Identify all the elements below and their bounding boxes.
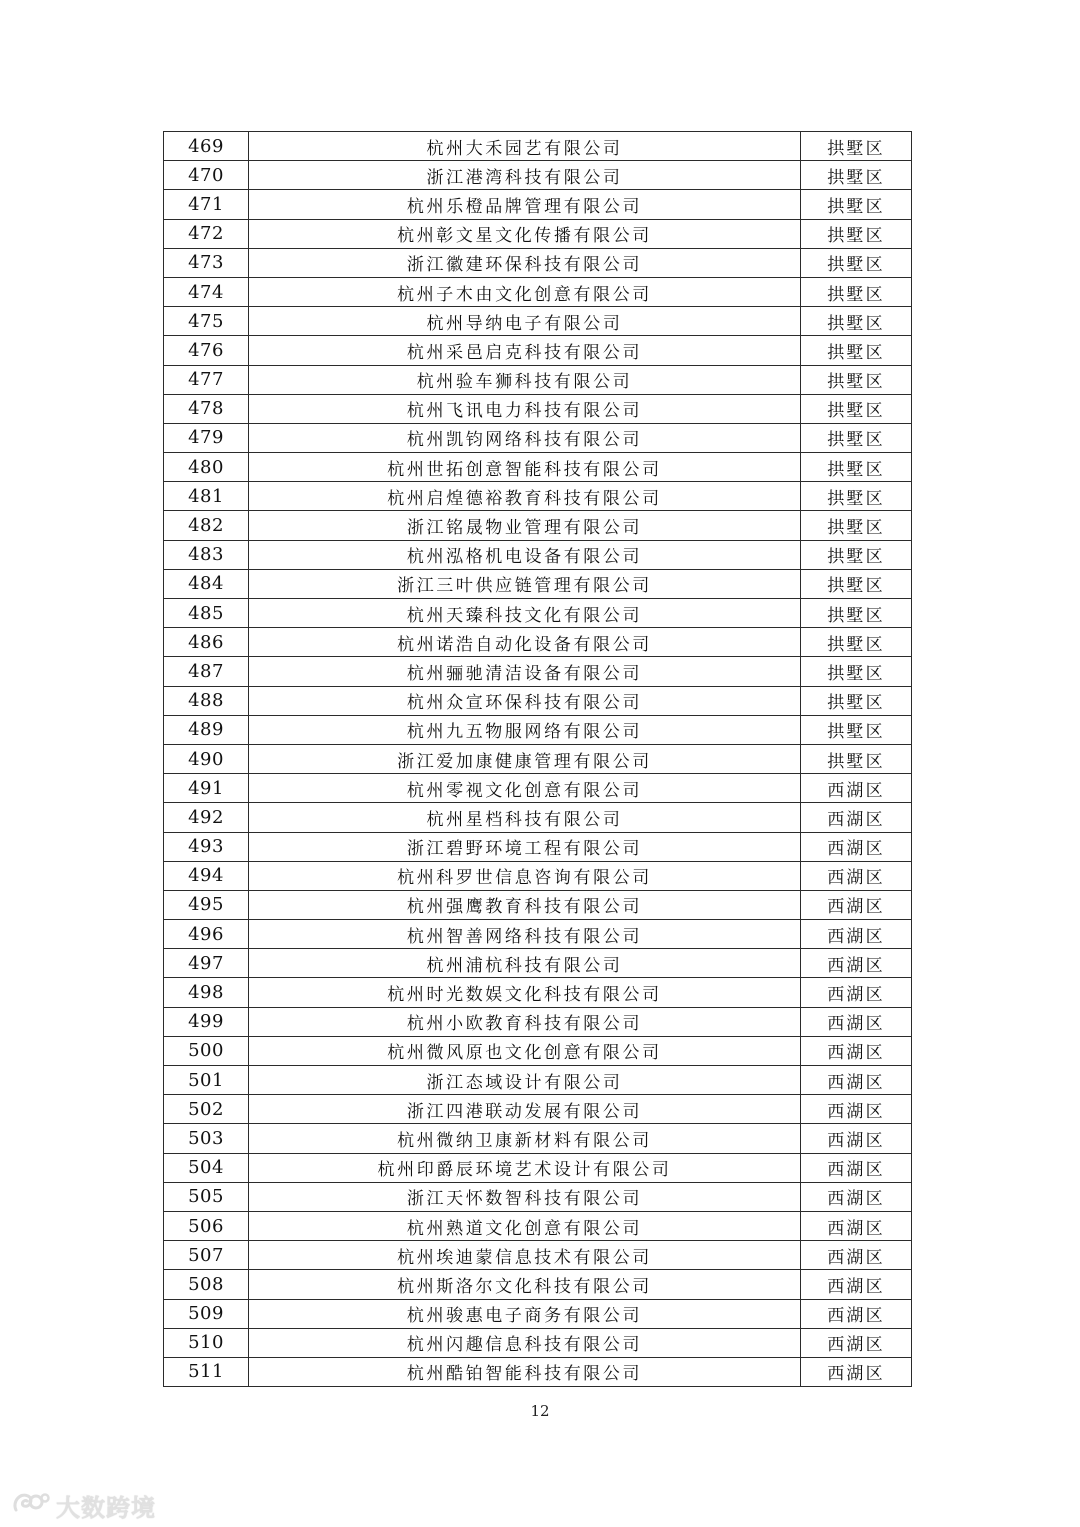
company-name-cell: 杭州闪趣信息科技有限公司 [249, 1328, 801, 1357]
company-name-cell: 杭州小欧教育科技有限公司 [249, 1007, 801, 1036]
row-number-cell: 473 [164, 248, 249, 277]
row-number-cell: 484 [164, 569, 249, 598]
company-name-cell: 杭州启煌德裕教育科技有限公司 [249, 482, 801, 511]
table-row [164, 190, 912, 219]
district-cell: 西湖区 [801, 1241, 912, 1270]
row-number-cell: 500 [164, 1036, 249, 1065]
district-cell: 西湖区 [801, 1182, 912, 1211]
company-name-cell: 杭州骏惠电子商务有限公司 [249, 1299, 801, 1328]
company-name-cell: 杭州科罗世信息咨询有限公司 [249, 861, 801, 890]
watermark-text: 大数跨境 [56, 1493, 156, 1522]
table-row [164, 1328, 912, 1357]
district-cell: 拱墅区 [801, 569, 912, 598]
row-number-cell: 505 [164, 1182, 249, 1211]
company-name-cell: 浙江四港联动发展有限公司 [249, 1095, 801, 1124]
row-number-cell: 504 [164, 1153, 249, 1182]
row-number-cell: 510 [164, 1328, 249, 1357]
company-name-cell: 杭州飞讯电力科技有限公司 [249, 394, 801, 423]
company-name-cell: 杭州诺浩自动化设备有限公司 [249, 628, 801, 657]
row-number-cell: 503 [164, 1124, 249, 1153]
table-row [164, 744, 912, 773]
table-row [164, 920, 912, 949]
district-cell: 西湖区 [801, 1066, 912, 1095]
company-name-cell: 杭州采邑启克科技有限公司 [249, 336, 801, 365]
row-number-cell: 492 [164, 803, 249, 832]
district-cell: 拱墅区 [801, 657, 912, 686]
company-name-cell: 杭州微纳卫康新材料有限公司 [249, 1124, 801, 1153]
table-row [164, 1066, 912, 1095]
table-row [164, 1095, 912, 1124]
company-name-cell: 杭州时光数娱文化科技有限公司 [249, 978, 801, 1007]
district-cell: 拱墅区 [801, 394, 912, 423]
company-list-table [163, 131, 912, 1387]
company-name-cell: 浙江态域设计有限公司 [249, 1066, 801, 1095]
row-number-cell: 479 [164, 423, 249, 452]
district-cell: 西湖区 [801, 1299, 912, 1328]
row-number-cell: 490 [164, 744, 249, 773]
row-number-cell: 477 [164, 365, 249, 394]
row-number-cell: 481 [164, 482, 249, 511]
company-name-cell: 杭州凯钧网络科技有限公司 [249, 423, 801, 452]
row-number-cell: 476 [164, 336, 249, 365]
row-number-cell: 496 [164, 920, 249, 949]
row-number-cell: 509 [164, 1299, 249, 1328]
district-cell: 西湖区 [801, 1357, 912, 1386]
row-number-cell: 474 [164, 277, 249, 306]
company-name-cell: 杭州斯洛尔文化科技有限公司 [249, 1270, 801, 1299]
company-name-cell: 杭州乐橙品牌管理有限公司 [249, 190, 801, 219]
company-name-cell: 浙江徽建环保科技有限公司 [249, 248, 801, 277]
company-name-cell: 浙江三叶供应链管理有限公司 [249, 569, 801, 598]
district-cell: 拱墅区 [801, 190, 912, 219]
district-cell: 拱墅区 [801, 365, 912, 394]
district-cell: 拱墅区 [801, 336, 912, 365]
row-number-cell: 482 [164, 511, 249, 540]
table-row [164, 511, 912, 540]
district-cell: 拱墅区 [801, 161, 912, 190]
table-row [164, 277, 912, 306]
company-name-cell: 杭州酷铂智能科技有限公司 [249, 1357, 801, 1386]
table-row [164, 978, 912, 1007]
company-name-cell: 杭州印爵辰环境艺术设计有限公司 [249, 1153, 801, 1182]
row-number-cell: 497 [164, 949, 249, 978]
table-row [164, 1124, 912, 1153]
watermark [10, 1488, 156, 1522]
district-cell: 西湖区 [801, 920, 912, 949]
company-name-cell: 杭州微风原也文化创意有限公司 [249, 1036, 801, 1065]
table-row [164, 394, 912, 423]
table-row [164, 453, 912, 482]
table-row [164, 890, 912, 919]
company-name-cell: 浙江爱加康健康管理有限公司 [249, 744, 801, 773]
district-cell: 拱墅区 [801, 277, 912, 306]
district-cell: 拱墅区 [801, 132, 912, 161]
company-name-cell: 浙江港湾科技有限公司 [249, 161, 801, 190]
district-cell: 拱墅区 [801, 307, 912, 336]
district-cell: 拱墅区 [801, 686, 912, 715]
row-number-cell: 495 [164, 890, 249, 919]
row-number-cell: 470 [164, 161, 249, 190]
table-row [164, 336, 912, 365]
district-cell: 西湖区 [801, 1007, 912, 1036]
district-cell: 拱墅区 [801, 744, 912, 773]
company-name-cell: 杭州浦杭科技有限公司 [249, 949, 801, 978]
district-cell: 拱墅区 [801, 599, 912, 628]
table-row [164, 219, 912, 248]
table-row [164, 569, 912, 598]
row-number-cell: 472 [164, 219, 249, 248]
table-body [164, 132, 912, 1387]
table-row [164, 774, 912, 803]
district-cell: 拱墅区 [801, 482, 912, 511]
row-number-cell: 491 [164, 774, 249, 803]
row-number-cell: 499 [164, 1007, 249, 1036]
company-name-cell: 杭州众宣环保科技有限公司 [249, 686, 801, 715]
district-cell: 西湖区 [801, 949, 912, 978]
company-name-cell: 浙江铭晟物业管理有限公司 [249, 511, 801, 540]
district-cell: 西湖区 [801, 774, 912, 803]
table-row [164, 132, 912, 161]
company-name-cell: 杭州世拓创意智能科技有限公司 [249, 453, 801, 482]
table-row [164, 599, 912, 628]
row-number-cell: 488 [164, 686, 249, 715]
company-name-cell: 杭州验车狮科技有限公司 [249, 365, 801, 394]
district-cell: 拱墅区 [801, 540, 912, 569]
row-number-cell: 469 [164, 132, 249, 161]
table-row [164, 1036, 912, 1065]
table-row [164, 949, 912, 978]
company-name-cell: 杭州导纳电子有限公司 [249, 307, 801, 336]
row-number-cell: 493 [164, 832, 249, 861]
company-name-cell: 杭州骊驰清洁设备有限公司 [249, 657, 801, 686]
row-number-cell: 480 [164, 453, 249, 482]
table-row [164, 832, 912, 861]
district-cell: 拱墅区 [801, 423, 912, 452]
company-name-cell: 杭州埃迪蒙信息技术有限公司 [249, 1241, 801, 1270]
page-number: 12 [530, 1402, 550, 1420]
row-number-cell: 508 [164, 1270, 249, 1299]
district-cell: 西湖区 [801, 803, 912, 832]
row-number-cell: 475 [164, 307, 249, 336]
company-name-cell: 杭州九五物服网络有限公司 [249, 715, 801, 744]
company-name-cell: 浙江碧野环境工程有限公司 [249, 832, 801, 861]
row-number-cell: 478 [164, 394, 249, 423]
table-row [164, 657, 912, 686]
district-cell: 西湖区 [801, 1124, 912, 1153]
table-row [164, 1182, 912, 1211]
district-cell: 拱墅区 [801, 248, 912, 277]
row-number-cell: 486 [164, 628, 249, 657]
district-cell: 西湖区 [801, 890, 912, 919]
row-number-cell: 498 [164, 978, 249, 1007]
table-row [164, 1007, 912, 1036]
table-row [164, 307, 912, 336]
table-row [164, 803, 912, 832]
table-row [164, 161, 912, 190]
table-row [164, 1357, 912, 1386]
table-row [164, 423, 912, 452]
table-row [164, 482, 912, 511]
row-number-cell: 485 [164, 599, 249, 628]
row-number-cell: 471 [164, 190, 249, 219]
company-name-cell: 杭州子木由文化创意有限公司 [249, 277, 801, 306]
table-row [164, 1153, 912, 1182]
table-row [164, 715, 912, 744]
company-name-cell: 杭州零视文化创意有限公司 [249, 774, 801, 803]
district-cell: 拱墅区 [801, 628, 912, 657]
row-number-cell: 487 [164, 657, 249, 686]
row-number-cell: 494 [164, 861, 249, 890]
company-name-cell: 杭州星档科技有限公司 [249, 803, 801, 832]
company-name-cell: 杭州强鹰教育科技有限公司 [249, 890, 801, 919]
swirl-logo-icon [10, 1488, 50, 1522]
company-name-cell: 杭州泓格机电设备有限公司 [249, 540, 801, 569]
district-cell: 西湖区 [801, 1095, 912, 1124]
row-number-cell: 502 [164, 1095, 249, 1124]
table-row [164, 628, 912, 657]
district-cell: 西湖区 [801, 1153, 912, 1182]
table-row [164, 248, 912, 277]
row-number-cell: 483 [164, 540, 249, 569]
table-row [164, 1299, 912, 1328]
company-name-cell: 杭州智善网络科技有限公司 [249, 920, 801, 949]
row-number-cell: 511 [164, 1357, 249, 1386]
table-row [164, 1211, 912, 1240]
table-row [164, 686, 912, 715]
district-cell: 拱墅区 [801, 453, 912, 482]
company-name-cell: 浙江天怀数智科技有限公司 [249, 1182, 801, 1211]
district-cell: 西湖区 [801, 832, 912, 861]
district-cell: 西湖区 [801, 1036, 912, 1065]
row-number-cell: 489 [164, 715, 249, 744]
district-cell: 西湖区 [801, 978, 912, 1007]
company-name-cell: 杭州熟道文化创意有限公司 [249, 1211, 801, 1240]
table-row [164, 861, 912, 890]
row-number-cell: 506 [164, 1211, 249, 1240]
district-cell: 西湖区 [801, 861, 912, 890]
district-cell: 拱墅区 [801, 715, 912, 744]
table-row [164, 1270, 912, 1299]
district-cell: 拱墅区 [801, 511, 912, 540]
company-name-cell: 杭州彰文星文化传播有限公司 [249, 219, 801, 248]
table-row [164, 1241, 912, 1270]
company-name-cell: 杭州大禾园艺有限公司 [249, 132, 801, 161]
district-cell: 西湖区 [801, 1270, 912, 1299]
district-cell: 拱墅区 [801, 219, 912, 248]
company-name-cell: 杭州天臻科技文化有限公司 [249, 599, 801, 628]
district-cell: 西湖区 [801, 1211, 912, 1240]
row-number-cell: 501 [164, 1066, 249, 1095]
row-number-cell: 507 [164, 1241, 249, 1270]
table-row [164, 365, 912, 394]
district-cell: 西湖区 [801, 1328, 912, 1357]
table-row [164, 540, 912, 569]
